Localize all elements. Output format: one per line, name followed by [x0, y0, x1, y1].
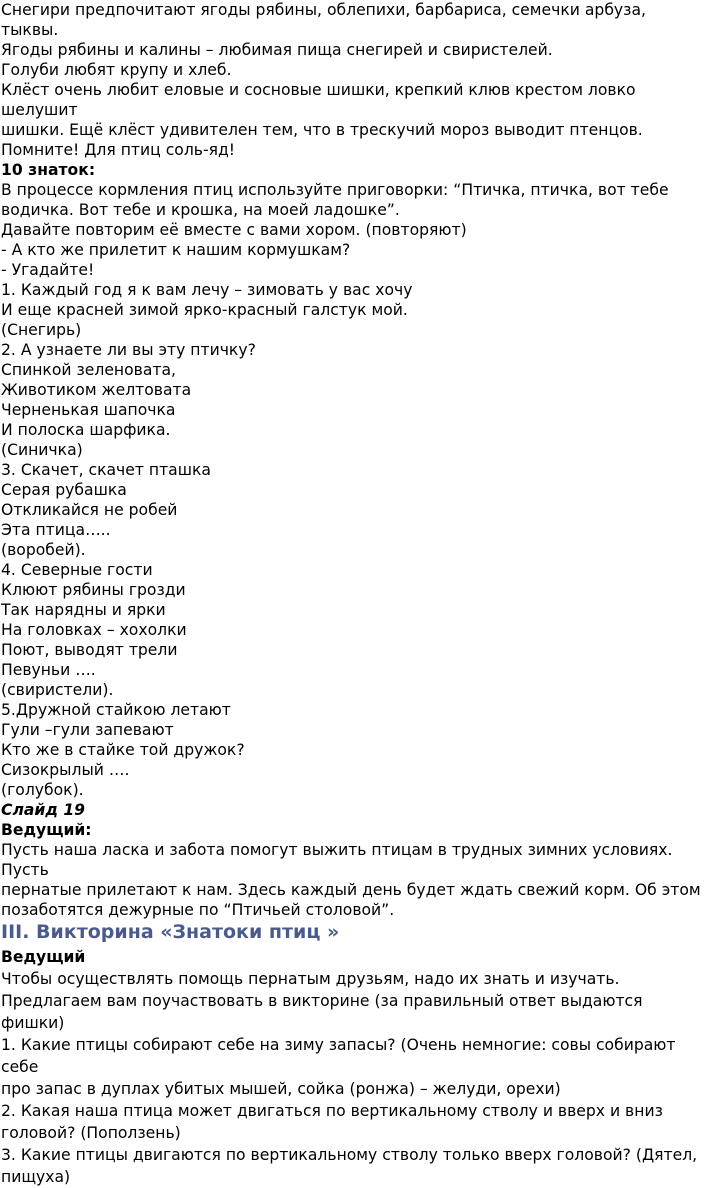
text-line: Сизокрылый ….	[1, 761, 130, 779]
text-line: 1. Какие птицы собирают себе на зиму запасы? (Очень немногие: совы собирают себе	[1, 1036, 676, 1076]
text-line: 2. А узнаете ли вы эту птичку?	[1, 341, 256, 359]
text-line: И еще красней зимой ярко-красный галстук мой.	[1, 301, 408, 319]
text-line: Голуби любят крупу и хлеб.	[1, 61, 232, 79]
text-line: Черненькая шапочка	[1, 401, 176, 419]
text-line: Чтобы осуществлять помощь пернатым друзьям, надо их знать и изучать.	[1, 970, 620, 988]
text-line: про запас в дуплах убитых мышей, сойка (ронжа) – желуди, орехи)	[1, 1080, 561, 1098]
text-line: Поют, выводят трели	[1, 641, 178, 659]
text-line: шишки. Ещё клёст удивителен тем, что в трескучий мороз выводит птенцов.	[1, 121, 643, 139]
care-paragraph	[1, 840, 704, 920]
text-line: 3. Скачет, скачет пташка	[1, 461, 211, 479]
text-line: Предлагаем вам поучаствовать в викторине (за правильный ответ выдаются фишки)	[1, 992, 643, 1032]
riddles-paragraph	[1, 180, 704, 840]
slide-label: Слайд 19	[1, 801, 86, 819]
text-line: (свиристели).	[1, 681, 114, 699]
text-line: - Угадайте!	[1, 261, 95, 279]
text-line: (Синичка)	[1, 441, 83, 459]
text-line: водичка. Вот тебе и крошка, на моей ладошке”.	[1, 201, 400, 219]
znatok-label: 10 знаток:	[1, 161, 96, 179]
text-line: Давайте повторим её вместе с вами хором. (повторяют)	[1, 221, 467, 239]
text-line: 1. Каждый год я к вам лечу – зимовать у вас хочу	[1, 281, 413, 299]
text-line: Серая рубашка	[1, 481, 127, 499]
text-line: Гули –гули запевают	[1, 721, 174, 739]
text-line: пернатые прилетают к нам. Здесь каждый день будет ждать свежий корм. Об этом	[1, 881, 701, 899]
text-line: Певуньи ….	[1, 661, 96, 679]
text-line: - А кто же прилетит к нашим кормушкам?	[1, 241, 351, 259]
text-line: В процессе кормления птиц используйте приговорки: “Птичка, птичка, вот тебе	[1, 181, 669, 199]
text-line: Помните! Для птиц соль-яд!	[1, 141, 236, 159]
text-line: Снегири предпочитают ягоды рябины, облепихи, барбариса, семечки арбуза, тыквы.	[1, 1, 646, 39]
host-label: Ведущий:	[1, 821, 92, 839]
text-line: пищуха)	[1, 1168, 71, 1186]
quiz-paragraph	[1, 946, 704, 1188]
text-line: Пусть наша ласка и забота помогут выжить птицам в трудных зимних условиях. Пусть	[1, 841, 673, 879]
text-line: Животиком желтовата	[1, 381, 192, 399]
text-line: (воробей).	[1, 541, 86, 559]
text-line: Эта птица…..	[1, 521, 111, 539]
text-line: Клёст очень любит еловые и сосновые шишки, крепкий клюв крестом ловко шелушит	[1, 81, 636, 119]
intro-paragraph	[1, 0, 704, 180]
text-line: На головках – хохолки	[1, 621, 187, 639]
text-line: 2. Какая наша птица может двигаться по вертикальному стволу и вверх и вниз	[1, 1102, 663, 1120]
text-line: Так нарядны и ярки	[1, 601, 166, 619]
host-label: Ведущий	[1, 948, 86, 966]
text-line: головой? (Поползень)	[1, 1124, 181, 1142]
text-line: (голубок).	[1, 781, 84, 799]
text-line: Спинкой зеленовата,	[1, 361, 176, 379]
text-line: (Снегирь)	[1, 321, 82, 339]
text-line: Кто же в стайке той дружок?	[1, 741, 245, 759]
text-line: 5.Дружной стайкою летают	[1, 701, 231, 719]
text-line: И полоска шарфика.	[1, 421, 171, 439]
text-line: 4. Северные гости	[1, 561, 153, 579]
text-line: позаботятся дежурные по “Птичьей столовой”.	[1, 901, 395, 919]
section-heading: III. Викторина «Знатоки птиц »	[1, 921, 340, 943]
text-line: Клюют рябины грозди	[1, 581, 186, 599]
text-line: Откликайся не робей	[1, 501, 178, 519]
text-line: 3. Какие птицы двигаются по вертикальному стволу только вверх головой? (Дятел,	[1, 1146, 698, 1164]
text-line: Ягоды рябины и калины – любимая пища снегирей и свиристелей.	[1, 41, 553, 59]
